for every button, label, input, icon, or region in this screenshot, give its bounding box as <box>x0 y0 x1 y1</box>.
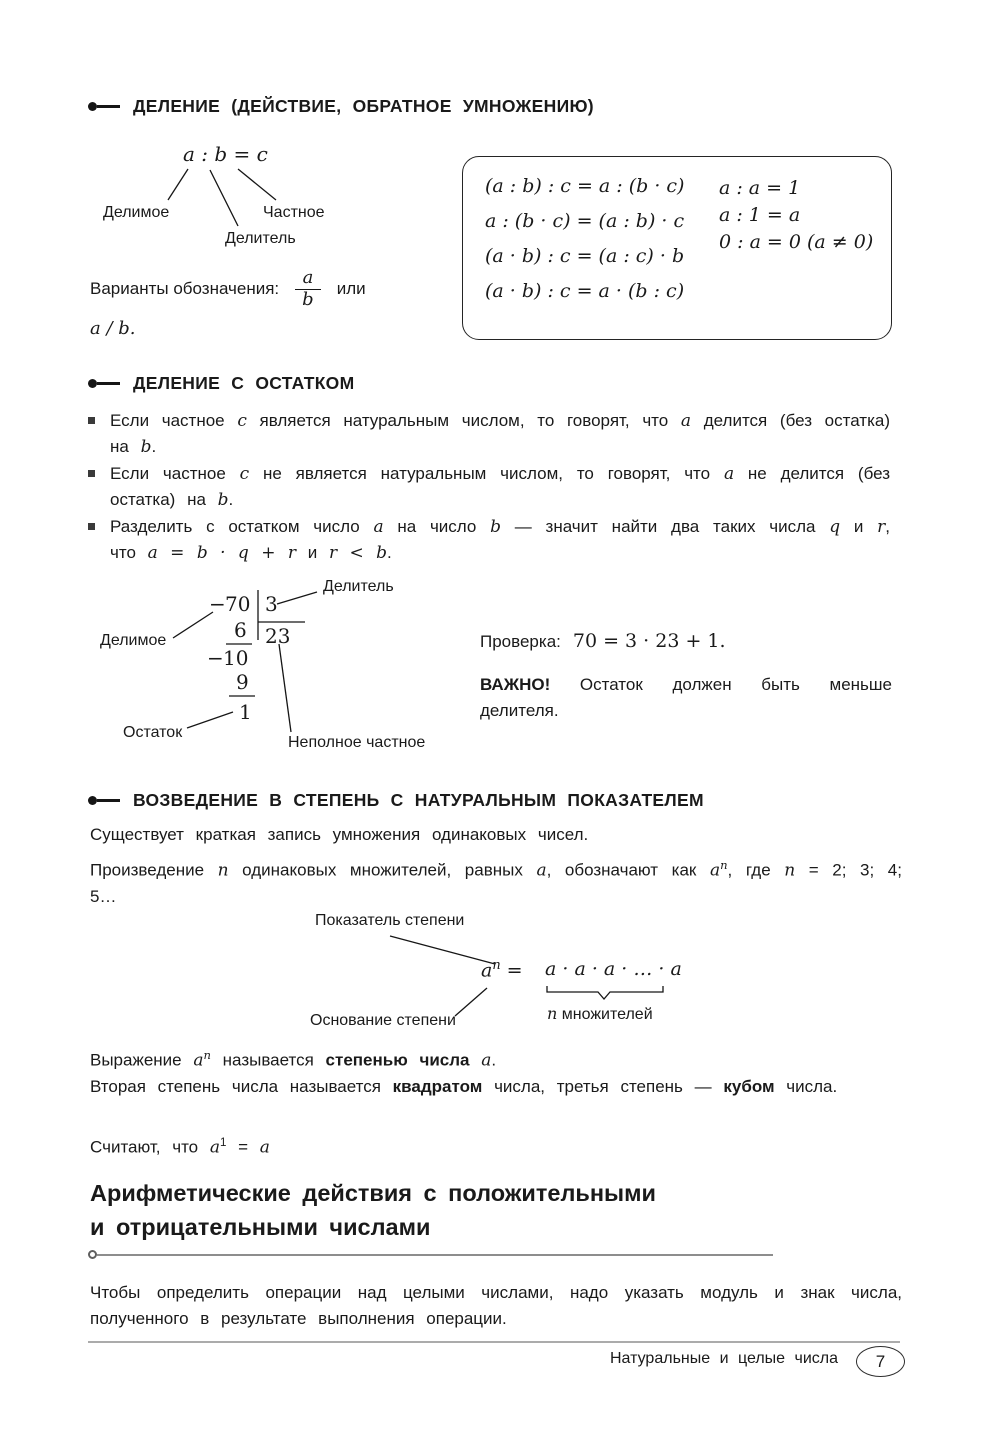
minus-sign: − <box>207 646 224 670</box>
division-rule: a : (b · c) = (a : b) · c <box>485 210 685 232</box>
label-dividend: Делимое <box>103 204 170 221</box>
bullet-dash <box>97 799 120 802</box>
label-exponent: Показатель степени <box>315 912 465 929</box>
dividend-value: 70 <box>225 592 251 616</box>
chapter-title-line-2: и отрицательными числами <box>90 1214 431 1240</box>
slash-notation: a / b. <box>90 318 136 339</box>
brought-down-value: 10 <box>223 646 249 670</box>
label-remainder: Остаток <box>123 724 183 741</box>
notation-variants-row <box>90 268 366 310</box>
list-item-text: Если частное c является натуральным числом, то говорят, что a делится (без остатка) на b. <box>110 411 891 457</box>
list-item <box>88 514 890 566</box>
section-title-remainder: ДЕЛЕНИЕ С ОСТАТКОМ <box>133 373 355 393</box>
brace-label-n-factors: n множителей <box>547 1004 653 1023</box>
fraction-a-over-b <box>295 268 321 310</box>
power-paragraph-4: Вторая степень числа называется квадратом числа, третья степень — кубом числа. <box>90 1077 838 1096</box>
power-paragraph-3: Выражение $a^n$ называется степенью числа a. <box>90 1048 497 1071</box>
page-number-badge <box>856 1346 905 1377</box>
remainder-value: 1 <box>239 700 252 724</box>
power-product: a · a · a · … · a <box>545 958 682 980</box>
rules-column-left <box>485 175 684 315</box>
division-rule: a : a = 1 <box>719 177 801 199</box>
section-header-remainder <box>88 373 354 394</box>
remainder-bullet-list <box>88 408 890 566</box>
bullet-dash-icon <box>88 102 120 111</box>
divider-line <box>97 1254 773 1256</box>
fraction-numerator: a <box>302 267 314 288</box>
minus-sign: − <box>209 592 226 616</box>
label-incomplete-quotient: Неполное частное <box>288 734 426 751</box>
section-header-power <box>88 790 704 811</box>
or-word: или <box>336 279 366 299</box>
list-item-text: Если частное c не является натуральным числом, то говорят, что a не делится (без остатка) на b. <box>110 464 891 510</box>
check-formula: 70 = 3 · 23 + 1. <box>572 630 726 652</box>
power-expression-lhs: $a^n$ = <box>481 958 523 982</box>
long-division-diagram <box>95 576 525 771</box>
check-row <box>480 630 726 652</box>
division-formula: a : b = c <box>183 142 268 166</box>
label-quotient: Частное <box>263 204 325 221</box>
rules-column-right <box>719 177 873 258</box>
quotient-value: 23 <box>265 624 291 648</box>
bullet-dot <box>88 102 97 111</box>
division-rule: a : 1 = a <box>719 204 801 226</box>
footer-rule <box>88 1341 900 1343</box>
chapter-title <box>90 1176 656 1244</box>
list-item-text: Разделить с остатком число a на число b — значит найти два таких числа q и r, что a = b · q + r и r < b. <box>110 517 891 563</box>
square-bullet-icon <box>88 470 95 477</box>
division-rule: (a · b) : c = a · (b : c) <box>485 280 685 302</box>
chapter-title-line-1: Арифметические действия с положительными <box>90 1180 656 1206</box>
section-title-power: ВОЗВЕДЕНИЕ В СТЕПЕНЬ С НАТУРАЛЬНЫМ ПОКАЗАТЕЛЕМ <box>133 790 704 810</box>
section-title-division: ДЕЛЕНИЕ (ДЕЙСТВИЕ, ОБРАТНОЕ УМНОЖЕНИЮ) <box>133 96 594 116</box>
division-rule: (a : b) : c = a : (b · c) <box>485 175 685 197</box>
section-header-division <box>88 96 594 117</box>
label-dividend: Делимое <box>100 632 167 649</box>
bullet-dot <box>88 796 97 805</box>
bullet-dot <box>88 379 97 388</box>
important-note: ВАЖНО! Остаток должен быть меньше делителя. <box>480 675 892 720</box>
list-item <box>88 408 890 460</box>
chapter-divider <box>88 1250 773 1259</box>
chapter-intro-paragraph: Чтобы определить операции над целыми числами, надо указать модуль и знак числа, полученного в результате выполнения операции. <box>90 1283 902 1328</box>
bullet-dash <box>97 382 120 385</box>
divider-circle-icon <box>88 1250 97 1259</box>
list-item <box>88 461 890 513</box>
division-rule: 0 : a = 0 (a ≠ 0) <box>719 231 874 253</box>
label-divisor: Делитель <box>225 230 296 247</box>
bullet-dash <box>97 105 120 108</box>
bullet-dash-icon <box>88 379 120 388</box>
power-paragraph-2: Произведение n одинаковых множителей, равных a, обозначают как $a^n$, где n = 2; 3; 4; 5… <box>90 858 902 906</box>
division-rule: (a · b) : c = (a : c) · b <box>485 245 685 267</box>
square-bullet-icon <box>88 523 95 530</box>
check-label: Проверка: <box>480 632 561 651</box>
subtrahend-2: 9 <box>236 670 249 694</box>
subtrahend-1: 6 <box>234 618 247 642</box>
divisor-value: 3 <box>265 592 278 616</box>
power-notation-diagram <box>295 912 715 1042</box>
fraction-denominator: b <box>295 289 321 311</box>
label-divisor: Делитель <box>323 578 394 595</box>
power-paragraph-1: Существует краткая запись умножения одинаковых чисел. <box>90 825 589 844</box>
label-base: Основание степени <box>310 1012 456 1029</box>
footer-section-name: Натуральные и целые числа <box>610 1350 838 1367</box>
notation-label: Варианты обозначения: <box>90 279 280 299</box>
bullet-dash-icon <box>88 796 120 805</box>
square-bullet-icon <box>88 417 95 424</box>
power-paragraph-5: Считают, что $a^1 = a$ <box>90 1137 270 1158</box>
division-properties-box <box>462 156 892 340</box>
division-scheme-diagram <box>88 142 418 257</box>
page-number: 7 <box>875 1351 886 1371</box>
